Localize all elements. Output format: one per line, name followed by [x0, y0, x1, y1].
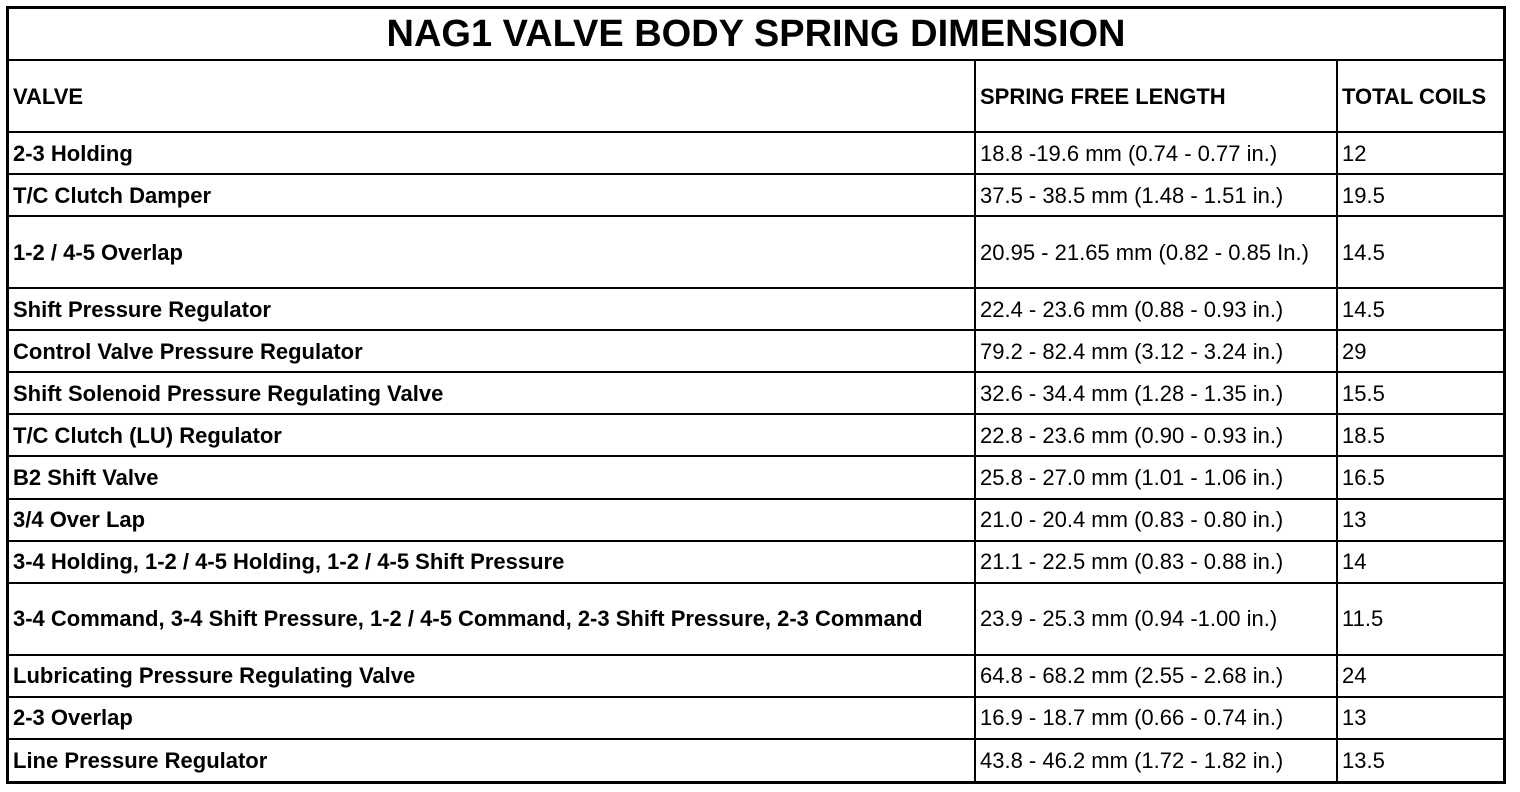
length-cell: 43.8 - 46.2 mm (1.72 - 1.82 in.)	[975, 739, 1337, 781]
coils-cell: 11.5	[1337, 583, 1503, 655]
table-row	[9, 541, 1503, 583]
length-cell: 16.9 - 18.7 mm (0.66 - 0.74 in.)	[975, 697, 1337, 739]
coils-cell: 19.5	[1337, 174, 1503, 216]
valve-cell: 3-4 Command, 3-4 Shift Pressure, 1-2 / 4-5 Command, 2-3 Shift Pressure, 2-3 Command	[9, 583, 975, 655]
valve-cell: 3-4 Holding, 1-2 / 4-5 Holding, 1-2 / 4-5 Shift Pressure	[9, 541, 975, 583]
column-header-total-coils: TOTAL COILS	[1337, 61, 1503, 132]
table-row	[9, 288, 1503, 330]
table-row	[9, 414, 1503, 456]
coils-cell: 14	[1337, 541, 1503, 583]
table-row	[9, 739, 1503, 781]
valve-cell: T/C Clutch Damper	[9, 174, 975, 216]
valve-cell: 2-3 Overlap	[9, 697, 975, 739]
coils-cell: 13	[1337, 499, 1503, 541]
spring-table	[9, 61, 1503, 781]
length-cell: 20.95 - 21.65 mm (0.82 - 0.85 In.)	[975, 216, 1337, 288]
coils-cell: 12	[1337, 132, 1503, 174]
length-cell: 37.5 - 38.5 mm (1.48 - 1.51 in.)	[975, 174, 1337, 216]
valve-cell: T/C Clutch (LU) Regulator	[9, 414, 975, 456]
length-cell: 22.4 - 23.6 mm (0.88 - 0.93 in.)	[975, 288, 1337, 330]
length-cell: 25.8 - 27.0 mm (1.01 - 1.06 in.)	[975, 456, 1337, 498]
valve-cell: Shift Solenoid Pressure Regulating Valve	[9, 372, 975, 414]
table-row	[9, 697, 1503, 739]
length-cell: 23.9 - 25.3 mm (0.94 -1.00 in.)	[975, 583, 1337, 655]
coils-cell: 29	[1337, 330, 1503, 372]
coils-cell: 13	[1337, 697, 1503, 739]
table-row	[9, 499, 1503, 541]
length-cell: 18.8 -19.6 mm (0.74 - 0.77 in.)	[975, 132, 1337, 174]
valve-cell: 1-2 / 4-5 Overlap	[9, 216, 975, 288]
valve-cell: Lubricating Pressure Regulating Valve	[9, 655, 975, 697]
table-header-row	[9, 61, 1503, 132]
valve-cell: Line Pressure Regulator	[9, 739, 975, 781]
coils-cell: 14.5	[1337, 288, 1503, 330]
column-header-valve: VALVE	[9, 61, 975, 132]
coils-cell: 24	[1337, 655, 1503, 697]
spring-dimension-sheet	[6, 6, 1506, 784]
table-row	[9, 174, 1503, 216]
coils-cell: 13.5	[1342, 747, 1385, 773]
table-row	[9, 372, 1503, 414]
table-row	[9, 583, 1503, 655]
coils-cell: 14.5	[1337, 216, 1503, 288]
table-row	[9, 132, 1503, 174]
valve-cell: 2-3 Holding	[9, 132, 975, 174]
page-title: NAG1 VALVE BODY SPRING DIMENSION	[9, 9, 1503, 61]
valve-cell: Shift Pressure Regulator	[9, 288, 975, 330]
length-cell: 21.0 - 20.4 mm (0.83 - 0.80 in.)	[975, 499, 1337, 541]
length-cell: 21.1 - 22.5 mm (0.83 - 0.88 in.)	[975, 541, 1337, 583]
table-row	[9, 456, 1503, 498]
length-cell: 79.2 - 82.4 mm (3.12 - 3.24 in.)	[975, 330, 1337, 372]
valve-cell: B2 Shift Valve	[9, 456, 975, 498]
table-row	[9, 216, 1503, 288]
length-cell: 32.6 - 34.4 mm (1.28 - 1.35 in.)	[975, 372, 1337, 414]
valve-cell: 3/4 Over Lap	[9, 499, 975, 541]
coils-cell: 16.5	[1337, 456, 1503, 498]
coils-cell: 18.5	[1337, 414, 1503, 456]
column-header-spring-free-length: SPRING FREE LENGTH	[975, 61, 1337, 132]
table-row	[9, 330, 1503, 372]
coils-cell: 15.5	[1337, 372, 1503, 414]
length-cell: 64.8 - 68.2 mm (2.55 - 2.68 in.)	[975, 655, 1337, 697]
table-row	[9, 655, 1503, 697]
length-cell: 22.8 - 23.6 mm (0.90 - 0.93 in.)	[975, 414, 1337, 456]
valve-cell: Control Valve Pressure Regulator	[9, 330, 975, 372]
